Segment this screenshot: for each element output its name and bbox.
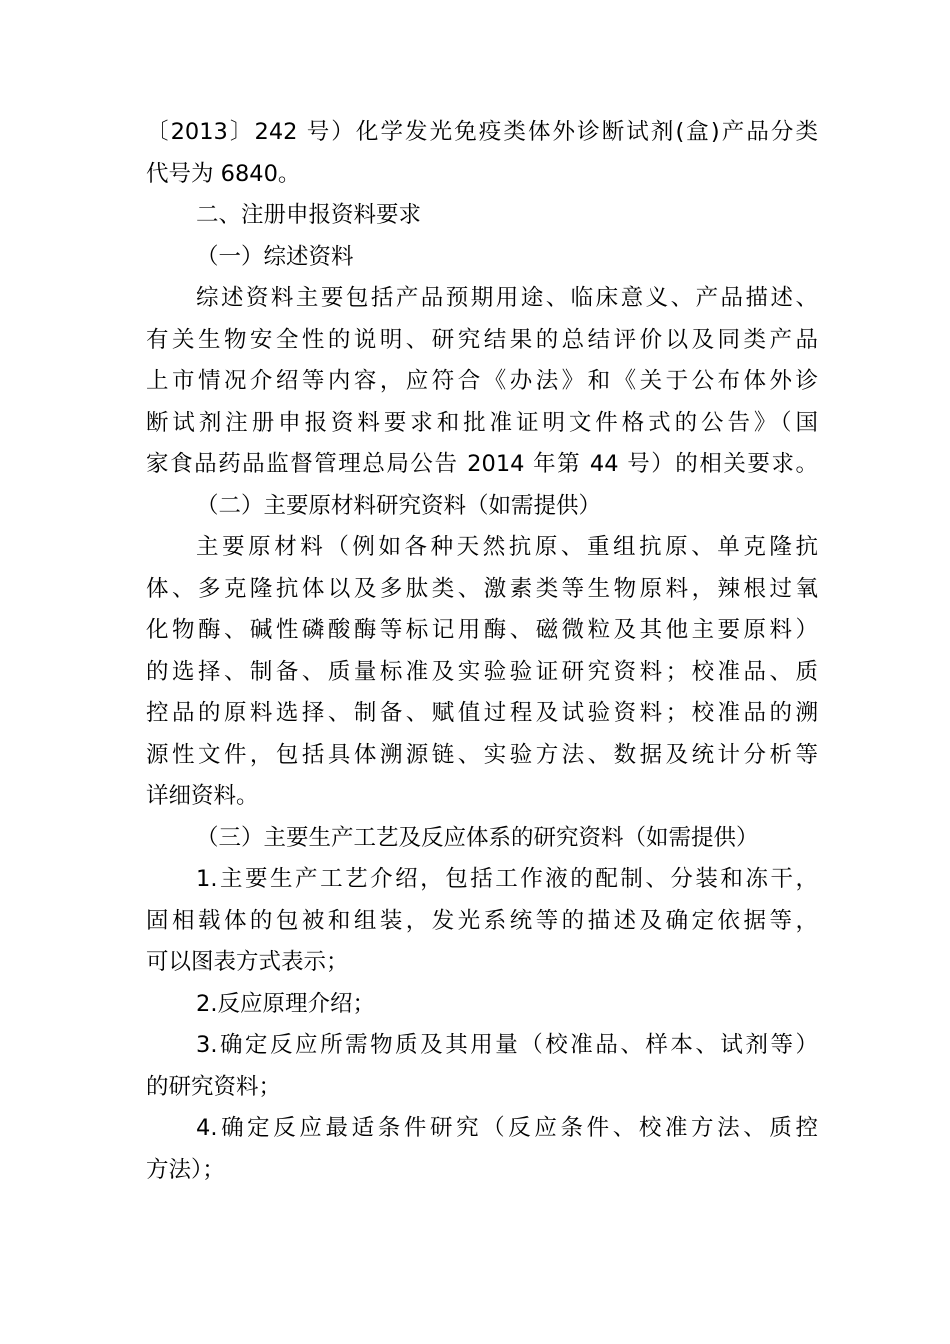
subsection-heading: （二）主要原材料研究资料（如需提供） (196, 492, 602, 519)
paragraph-line: 综述资料主要包括产品预期用途、临床意义、产品描述、 (196, 285, 818, 311)
list-item-line: 固相载体的包被和组装，发光系统等的描述及确定依据等， (146, 907, 818, 934)
paragraph-line: 〔2013〕242 号）化学发光免疫类体外诊断试剂(盒)产品分类 (146, 119, 818, 145)
paragraph-line: 代号为 6840。 (146, 160, 301, 187)
list-item-line: 1.主要生产工艺介绍，包括工作液的配制、分装和冻干， (196, 866, 818, 892)
paragraph-line: 化物酶、碱性磷酸酶等标记用酶、磁微粒及其他主要原料） (146, 617, 818, 643)
list-item-line: 3.确定反应所需物质及其用量（校准品、样本、试剂等） (196, 1032, 818, 1058)
paragraph-line: 控品的原料选择、制备、赋值过程及试验资料；校准品的溯 (146, 700, 818, 726)
document-body (146, 112, 818, 1191)
paragraph-line: 家食品药品监督管理总局公告 2014 年第 44 号）的相关要求。 (146, 451, 818, 477)
paragraph-line: 体、多克隆抗体以及多肽类、激素类等生物原料，辣根过氧 (146, 575, 818, 602)
paragraph-line: 源性文件，包括具体溯源链、实验方法、数据及统计分析等 (146, 741, 818, 768)
paragraph-line: 上市情况介绍等内容，应符合《办法》和《关于公布体外诊 (146, 368, 818, 394)
paragraph-line: 主要原材料（例如各种天然抗原、重组抗原、单克隆抗 (196, 534, 818, 560)
paragraph-line: 详细资料。 (146, 783, 259, 809)
subsection-heading: （一）综述资料 (196, 243, 354, 270)
list-item-line: 的研究资料； (146, 1073, 282, 1100)
paragraph-line: 有关生物安全性的说明、研究结果的总结评价以及同类产品 (146, 326, 818, 353)
list-item-line: 可以图表方式表示； (146, 949, 349, 975)
subsection-heading: （三）主要生产工艺及反应体系的研究资料（如需提供） (196, 824, 759, 851)
list-item-line: 方法）； (146, 1156, 225, 1183)
section-heading: 二、注册申报资料要求 (196, 202, 422, 228)
list-item-line: 2.反应原理介绍； (196, 990, 375, 1017)
paragraph-line: 的选择、制备、质量标准及实验验证研究资料；校准品、质 (146, 658, 818, 685)
paragraph-line: 断试剂注册申报资料要求和批准证明文件格式的公告》（国 (146, 409, 818, 436)
list-item-line: 4.确定反应最适条件研究（反应条件、校准方法、质控 (196, 1115, 818, 1141)
